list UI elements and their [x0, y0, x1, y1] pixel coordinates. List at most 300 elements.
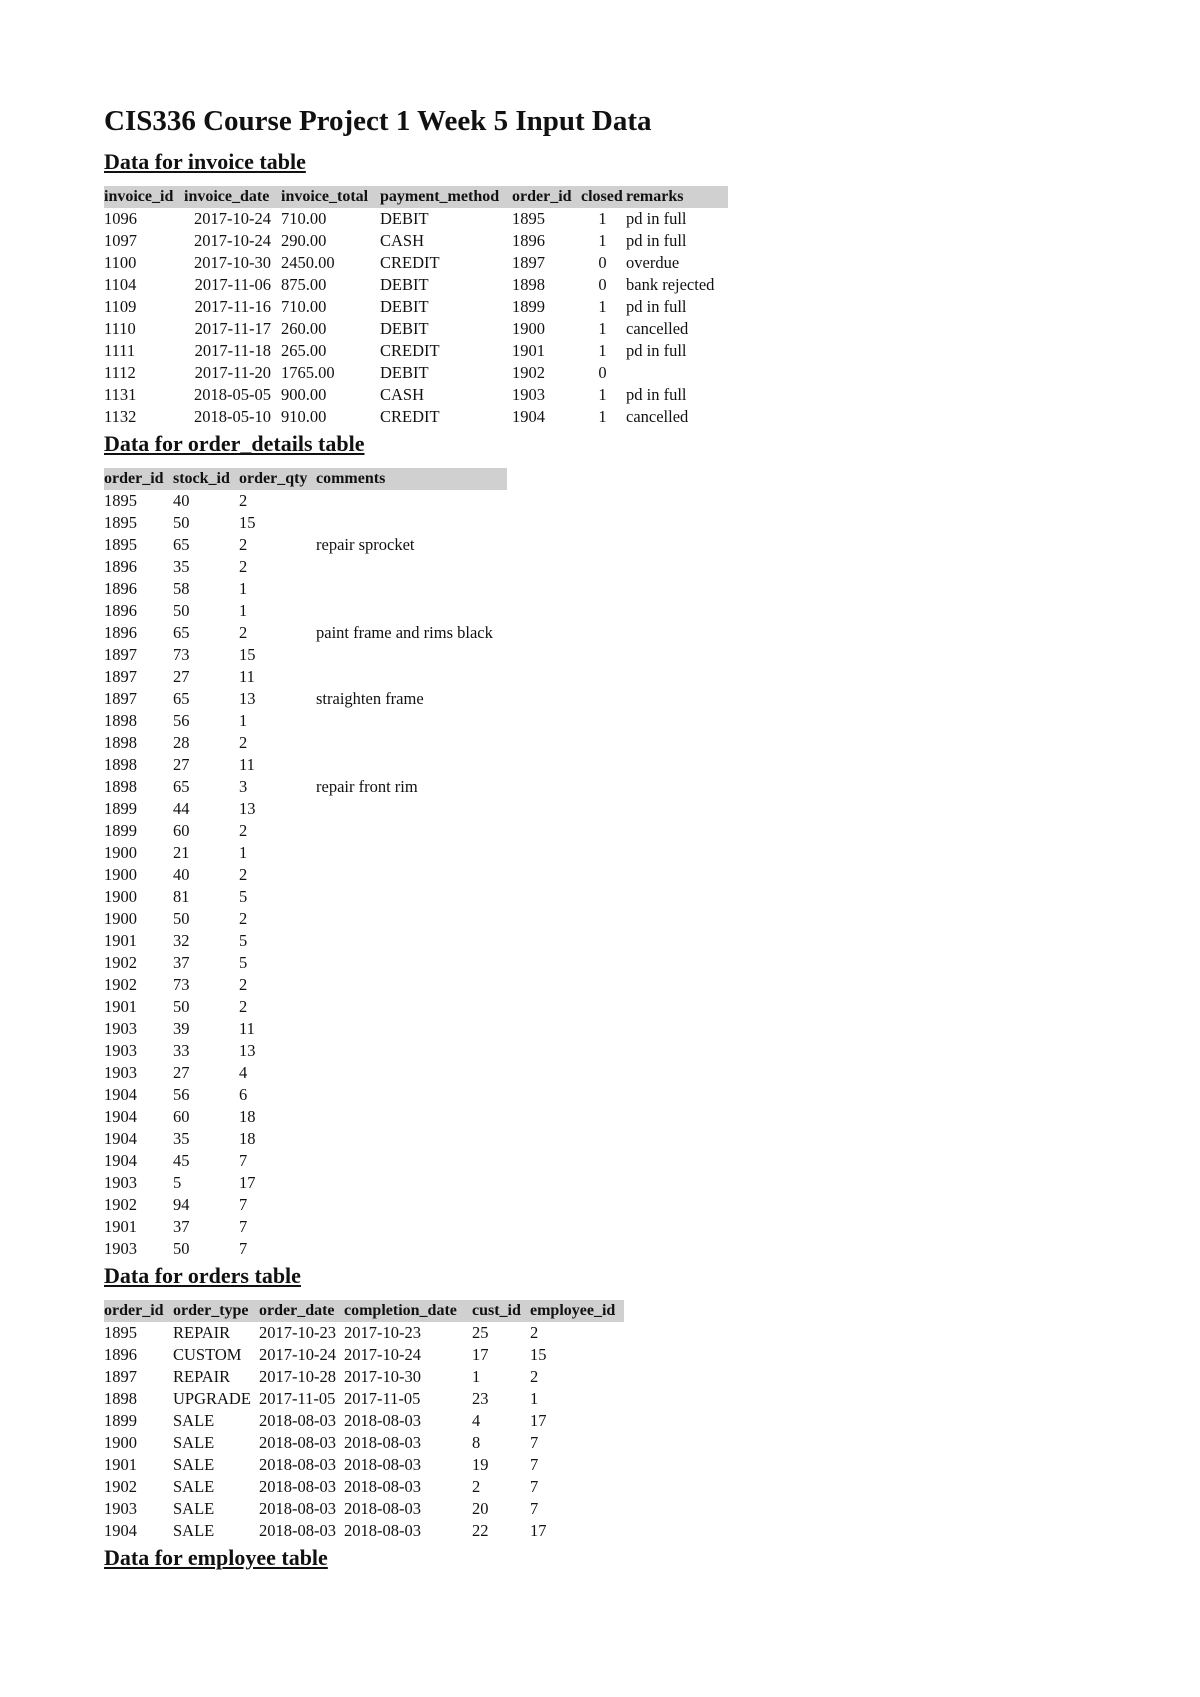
table-cell: 27 [173, 1063, 190, 1082]
column-header: comments [316, 468, 507, 490]
table-cell: 2 [239, 975, 248, 994]
table-cell: 13 [239, 799, 256, 818]
table-cell: 25 [472, 1323, 489, 1342]
table-cell: 2018-08-03 [344, 1455, 421, 1474]
table-cell: 1 [598, 341, 607, 360]
table-cell: 1897 [104, 1367, 137, 1386]
table-cell: 17 [239, 1173, 256, 1192]
table-cell: 1 [598, 297, 607, 316]
table-cell [316, 1062, 507, 1084]
table-cell: 1104 [104, 275, 137, 294]
table-cell [316, 864, 507, 886]
table-cell: 7 [530, 1477, 539, 1496]
table-row [104, 600, 507, 622]
table-cell: 1900 [512, 319, 545, 338]
table-header-row [104, 468, 507, 490]
table-cell: 7 [530, 1499, 539, 1518]
table-cell: 1 [598, 231, 607, 250]
table-cell: 1898 [512, 275, 545, 294]
table-header-row [104, 1300, 624, 1322]
table-cell: 1896 [104, 601, 137, 620]
table-cell: 710.00 [281, 297, 327, 316]
table-cell: 5 [239, 953, 248, 972]
table-cell: 1903 [104, 1239, 137, 1258]
table-cell: SALE [173, 1499, 215, 1518]
table-row [104, 930, 507, 952]
table-cell: 1901 [104, 1455, 137, 1474]
table-cell [316, 798, 507, 820]
table-cell: 18 [239, 1129, 256, 1148]
table-cell: 2017-11-05 [344, 1389, 421, 1408]
table-cell: 1902 [104, 953, 137, 972]
table-cell: 2017-10-30 [194, 253, 271, 272]
column-header: order_id [512, 186, 581, 208]
section-heading-order-details: Data for order_details table [104, 431, 365, 456]
table-cell: pd in full [626, 341, 687, 360]
table-cell: 1 [598, 209, 607, 228]
table-row [104, 776, 507, 798]
table-cell: 875.00 [281, 275, 327, 294]
table-cell: 15 [239, 513, 256, 532]
table-row [104, 252, 728, 274]
table-cell: 65 [173, 689, 190, 708]
table-cell [316, 1040, 507, 1062]
table-cell: SALE [173, 1477, 215, 1496]
table-cell: 1903 [104, 1173, 137, 1192]
table-cell: 2017-10-30 [344, 1367, 421, 1386]
table-cell: 1896 [104, 579, 137, 598]
table-cell: repair front rim [316, 777, 418, 796]
table-row [104, 384, 728, 406]
table-row [104, 996, 507, 1018]
table-row [104, 274, 728, 296]
table-cell: 1902 [512, 363, 545, 382]
table-cell: 2 [239, 733, 248, 752]
table-row [104, 820, 507, 842]
table-cell: 11 [239, 1019, 255, 1038]
table-row [104, 296, 728, 318]
table-cell: pd in full [626, 297, 687, 316]
table-cell: 0 [598, 275, 607, 294]
table-cell [316, 1128, 507, 1150]
table-cell: 2 [239, 997, 248, 1016]
table-cell: 1897 [104, 689, 137, 708]
column-header: order_date [259, 1300, 344, 1322]
table-row [104, 798, 507, 820]
table-cell: 2 [239, 557, 248, 576]
table-cell: 2017-11-05 [259, 1389, 336, 1408]
table-cell [316, 600, 507, 622]
table-cell: 27 [173, 667, 190, 686]
table-cell: 1899 [512, 297, 545, 316]
table-cell [316, 820, 507, 842]
table-cell: 65 [173, 623, 190, 642]
table-cell: 3 [239, 777, 248, 796]
table-cell: 20 [472, 1499, 489, 1518]
table-cell: 1895 [104, 535, 137, 554]
table-cell: CUSTOM [173, 1345, 242, 1364]
table-cell: 2 [530, 1367, 539, 1386]
table-cell: 28 [173, 733, 190, 752]
table-cell: 1 [472, 1367, 481, 1386]
table-cell: 1 [598, 385, 607, 404]
table-cell: 2 [239, 909, 248, 928]
table-cell [626, 362, 728, 384]
table-cell [316, 952, 507, 974]
table-cell: 1899 [104, 1411, 137, 1430]
table-cell: 7 [239, 1239, 248, 1258]
table-cell: 7 [239, 1217, 248, 1236]
table-cell: 50 [173, 997, 190, 1016]
table-cell: 37 [173, 1217, 190, 1236]
table-cell: 73 [173, 645, 190, 664]
table-row [104, 1106, 507, 1128]
table-cell: CASH [380, 385, 425, 404]
table-cell: SALE [173, 1455, 215, 1474]
table-row [104, 1476, 624, 1498]
table-row [104, 556, 507, 578]
table-cell: 1896 [104, 557, 137, 576]
table-cell: 1904 [104, 1151, 137, 1170]
table-row [104, 362, 728, 384]
table-cell [316, 754, 507, 776]
table-cell: CASH [380, 231, 425, 250]
table-cell: 2018-08-03 [344, 1477, 421, 1496]
column-header: order_id [104, 1300, 173, 1322]
table-cell: straighten frame [316, 689, 424, 708]
table-cell: SALE [173, 1521, 215, 1540]
table-cell: 1901 [104, 931, 137, 950]
table-cell: 1903 [104, 1063, 137, 1082]
table-cell: 2018-08-03 [259, 1455, 336, 1474]
table-cell: 45 [173, 1151, 190, 1170]
table-cell: 1903 [104, 1499, 137, 1518]
table-cell: 35 [173, 1129, 190, 1148]
table-cell [316, 908, 507, 930]
table-cell: 1898 [104, 777, 137, 796]
table-cell: DEBIT [380, 297, 429, 316]
table-cell: 1895 [104, 491, 137, 510]
table-cell: pd in full [626, 209, 687, 228]
table-cell: 1 [530, 1389, 539, 1408]
table-header-row [104, 186, 728, 208]
table-cell: 2017-11-20 [194, 363, 271, 382]
table-cell: paint frame and rims black [316, 623, 493, 642]
table-cell: 1898 [104, 733, 137, 752]
table-cell [316, 1238, 507, 1260]
table-cell: 17 [530, 1521, 547, 1540]
table-cell: overdue [626, 253, 680, 272]
table-row [104, 534, 507, 556]
table-cell: 2018-08-03 [259, 1477, 336, 1496]
table-cell [316, 930, 507, 952]
table-cell: DEBIT [380, 275, 429, 294]
table-cell: 2018-08-03 [259, 1499, 336, 1518]
table-cell: 1899 [104, 799, 137, 818]
table-cell: 32 [173, 931, 190, 950]
table-cell: 2017-10-24 [259, 1345, 336, 1364]
table-cell [316, 1106, 507, 1128]
table-cell [316, 842, 507, 864]
table-cell: 1898 [104, 1389, 137, 1408]
table-cell: 4 [239, 1063, 248, 1082]
column-header: cust_id [472, 1300, 530, 1322]
table-row [104, 1432, 624, 1454]
table-cell [316, 1216, 507, 1238]
table-cell: 1899 [104, 821, 137, 840]
table-cell: 1097 [104, 231, 137, 250]
table-cell: DEBIT [380, 363, 429, 382]
table-row [104, 1366, 624, 1388]
table-cell: 1904 [104, 1521, 137, 1540]
table-cell: 1897 [512, 253, 545, 272]
table-cell: 2017-10-24 [194, 209, 271, 228]
table-row [104, 512, 507, 534]
table-cell: 710.00 [281, 209, 327, 228]
table-cell: 50 [173, 513, 190, 532]
table-cell: 2017-11-18 [194, 341, 271, 360]
table-cell: 2018-08-03 [344, 1433, 421, 1452]
section-heading-invoice: Data for invoice table [104, 149, 306, 174]
table-row [104, 406, 728, 428]
page-title: CIS336 Course Project 1 Week 5 Input Data [104, 105, 652, 137]
table-row [104, 1128, 507, 1150]
table-cell: 40 [173, 865, 190, 884]
table-row [104, 1018, 507, 1040]
table-row [104, 864, 507, 886]
table-cell: 1765.00 [281, 363, 335, 382]
table-cell: 1897 [104, 667, 137, 686]
table-cell: 1 [598, 407, 607, 426]
table-cell: 1 [239, 579, 248, 598]
table-cell: 2 [472, 1477, 481, 1496]
table-cell: 2 [239, 491, 248, 510]
section-heading-employee: Data for employee table [104, 1545, 328, 1570]
table-cell: 1100 [104, 253, 137, 272]
table-cell: 1900 [104, 843, 137, 862]
table-cell: 1904 [104, 1085, 137, 1104]
table-cell: 2017-10-24 [194, 231, 271, 250]
table-row [104, 490, 507, 512]
table-cell: 2017-10-24 [344, 1345, 421, 1364]
table-row [104, 1150, 507, 1172]
table-row [104, 908, 507, 930]
table-cell: 5 [239, 887, 248, 906]
column-header: order_type [173, 1300, 259, 1322]
table-cell: 290.00 [281, 231, 327, 250]
table-cell: 2 [239, 623, 248, 642]
table-cell: 35 [173, 557, 190, 576]
table-cell [316, 512, 507, 534]
table-cell [316, 666, 507, 688]
table-row [104, 1498, 624, 1520]
table-cell: 2017-11-17 [194, 319, 271, 338]
table-cell [316, 1084, 507, 1106]
table-cell: 2017-11-06 [194, 275, 271, 294]
table-row [104, 842, 507, 864]
table-cell: 6 [239, 1085, 248, 1104]
table-cell: 7 [530, 1433, 539, 1452]
table-cell: 13 [239, 689, 256, 708]
column-header: payment_method [380, 186, 512, 208]
table-cell: 1901 [104, 997, 137, 1016]
table-cell: 2018-08-03 [259, 1433, 336, 1452]
column-header: remarks [626, 186, 728, 208]
table-cell: 1904 [104, 1107, 137, 1126]
table-cell: 2018-08-03 [344, 1411, 421, 1430]
table-row [104, 974, 507, 996]
table-row [104, 732, 507, 754]
table-cell [316, 1194, 507, 1216]
table-cell: 1903 [104, 1041, 137, 1060]
table-row [104, 1172, 507, 1194]
table-cell: 1901 [512, 341, 545, 360]
table-cell: DEBIT [380, 319, 429, 338]
table-cell: 7 [239, 1151, 248, 1170]
table-cell: 50 [173, 909, 190, 928]
table-cell [316, 1018, 507, 1040]
table-cell: 56 [173, 1085, 190, 1104]
table-cell: 27 [173, 755, 190, 774]
table-cell: 2017-10-28 [259, 1367, 336, 1386]
table-cell [316, 732, 507, 754]
table-cell [316, 886, 507, 908]
table-cell: 2017-10-23 [344, 1323, 421, 1342]
table-cell: 44 [173, 799, 190, 818]
table-cell: 18 [239, 1107, 256, 1126]
column-header: invoice_total [281, 186, 380, 208]
table-cell [316, 1150, 507, 1172]
table-cell: 2017-10-23 [259, 1323, 336, 1342]
table-row [104, 688, 507, 710]
table-cell: CREDIT [380, 407, 440, 426]
table-row [104, 644, 507, 666]
column-header: stock_id [173, 468, 239, 490]
table-cell: SALE [173, 1411, 215, 1430]
table-cell: pd in full [626, 231, 687, 250]
table-cell: 2018-05-10 [194, 407, 271, 426]
table-row [104, 1454, 624, 1476]
table-cell: 1898 [104, 755, 137, 774]
table-cell: 2018-08-03 [259, 1521, 336, 1540]
table-cell: 60 [173, 821, 190, 840]
table-cell: 1132 [104, 407, 137, 426]
column-header: order_qty [239, 468, 316, 490]
table-cell: 1896 [104, 623, 137, 642]
table-cell: 13 [239, 1041, 256, 1060]
column-header: invoice_date [184, 186, 281, 208]
table-cell: 2450.00 [281, 253, 335, 272]
table-cell: 11 [239, 667, 255, 686]
table-cell: 11 [239, 755, 255, 774]
table-cell [316, 490, 507, 512]
table-cell: 15 [239, 645, 256, 664]
table-cell: 94 [173, 1195, 190, 1214]
table-cell: bank rejected [626, 275, 715, 294]
table-cell [316, 710, 507, 732]
table-cell: 17 [472, 1345, 489, 1364]
table-cell: 37 [173, 953, 190, 972]
table-row [104, 1238, 507, 1260]
table-row [104, 1084, 507, 1106]
section-heading-orders: Data for orders table [104, 1263, 301, 1288]
table-cell: 2 [239, 865, 248, 884]
table-cell: REPAIR [173, 1367, 231, 1386]
table-row [104, 1062, 507, 1084]
table-cell: 265.00 [281, 341, 327, 360]
table-row [104, 1410, 624, 1432]
table-cell: 1900 [104, 1433, 137, 1452]
table-cell: 56 [173, 711, 190, 730]
document-page [104, 100, 1104, 1572]
table-cell: 4 [472, 1411, 481, 1430]
table-cell: 1900 [104, 887, 137, 906]
table-row [104, 710, 507, 732]
table-cell: DEBIT [380, 209, 429, 228]
table-cell: 1900 [104, 865, 137, 884]
table-row [104, 1194, 507, 1216]
table-cell: 1110 [104, 319, 136, 338]
table-cell: 0 [598, 253, 607, 272]
table-cell: 260.00 [281, 319, 327, 338]
table-cell: 1898 [104, 711, 137, 730]
table-cell [316, 974, 507, 996]
table-row [104, 1216, 507, 1238]
table-cell: 1112 [104, 363, 136, 382]
table-row [104, 1520, 624, 1542]
column-header: employee_id [530, 1300, 624, 1322]
table-cell: 33 [173, 1041, 190, 1060]
table-cell [316, 556, 507, 578]
table-row [104, 1344, 624, 1366]
table-cell: 1 [239, 843, 248, 862]
table-cell: 1895 [104, 1323, 137, 1342]
orders-table [104, 1300, 624, 1542]
table-cell: 900.00 [281, 385, 327, 404]
table-row [104, 1322, 624, 1344]
table-cell: 7 [239, 1195, 248, 1214]
table-cell: repair sprocket [316, 535, 415, 554]
table-row [104, 886, 507, 908]
table-cell: 2 [239, 535, 248, 554]
table-cell: 910.00 [281, 407, 327, 426]
table-cell: 2018-08-03 [344, 1521, 421, 1540]
table-row [104, 578, 507, 600]
table-cell: 60 [173, 1107, 190, 1126]
table-cell: 1895 [104, 513, 137, 532]
table-cell: SALE [173, 1433, 215, 1452]
table-cell: 1096 [104, 209, 137, 228]
table-cell: 7 [530, 1455, 539, 1474]
table-cell: UPGRADE [173, 1389, 251, 1408]
table-cell: 1904 [104, 1129, 137, 1148]
table-cell: 21 [173, 843, 190, 862]
table-row [104, 340, 728, 362]
table-row [104, 622, 507, 644]
table-cell: 39 [173, 1019, 190, 1038]
table-cell: 65 [173, 777, 190, 796]
column-header: completion_date [344, 1300, 472, 1322]
column-header: closed [581, 186, 626, 208]
table-cell: pd in full [626, 385, 687, 404]
table-row [104, 318, 728, 340]
column-header: order_id [104, 468, 173, 490]
table-cell: 73 [173, 975, 190, 994]
table-cell: 2018-08-03 [259, 1411, 336, 1430]
table-cell: 58 [173, 579, 190, 598]
table-cell: 17 [530, 1411, 547, 1430]
table-cell: 2 [239, 821, 248, 840]
